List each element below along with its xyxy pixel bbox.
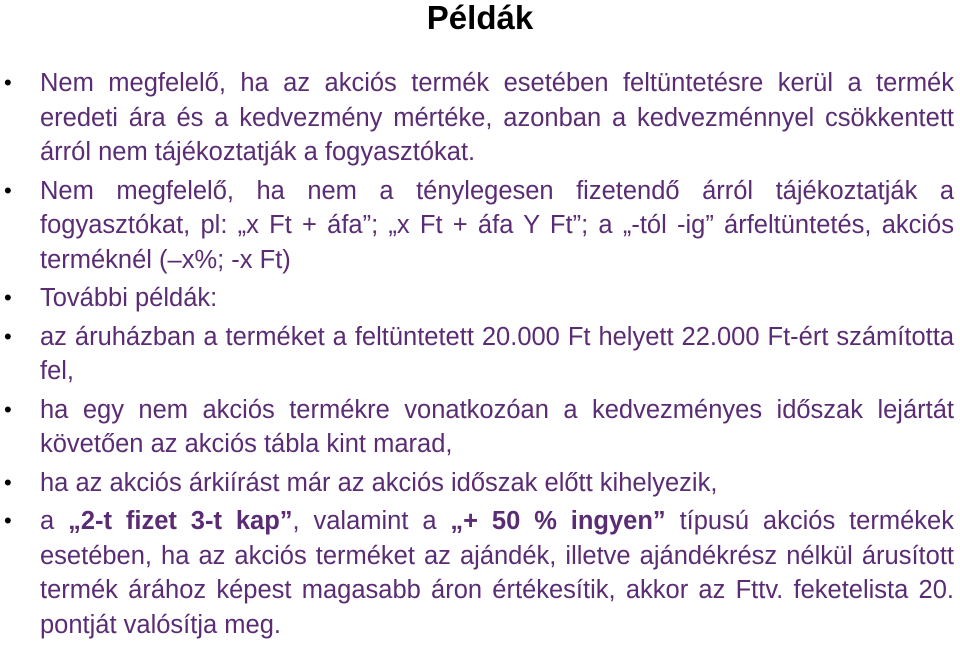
bullet-text-part: , valamint a bbox=[292, 507, 451, 535]
bullet-dot-icon: • bbox=[4, 508, 12, 533]
bullet-text: Nem megfelelő, ha az akciós termék esetében feltüntetésre kerül a termék eredeti ára és a kedvezmény mértéke, azonban a kedvezménnyel csökkentett árról nem tájékoztatják a fogyasztókat. bbox=[40, 69, 954, 166]
bullet-item bbox=[0, 466, 960, 501]
bullet-text: ha az akciós árkiírást már az akciós időszak előtt kihelyezik, bbox=[40, 468, 718, 497]
bullet-text: Nem megfelelő, ha nem a ténylegesen fizetendő árról tájékoztatják a fogyasztókat, pl: „x Ft + áfa”; „x Ft + áfa Y Ft”; a „-tól -ig” árfeltüntetés, akciós terméknél (–x%; -x Ft) bbox=[40, 176, 954, 274]
bullet-text: További példák: bbox=[40, 284, 218, 312]
bullet-text-bold: „+ 50 % ingyen” bbox=[450, 507, 666, 535]
bullet-text-bold: „2-t fizet 3-t kap” bbox=[68, 507, 293, 535]
bullet-item bbox=[0, 66, 960, 170]
bullet-item bbox=[0, 393, 960, 462]
bullet-item bbox=[0, 281, 960, 316]
bullet-text-part: típusú akciós termékek esetében, ha az akciós terméket az ajándék, illetve ajándékrész nélkül árusított termék árához képest magasabb áron értékesítik, akkor az Fttv. feketelista 20. pontját valósítja meg. bbox=[40, 507, 954, 639]
bullet-dot-icon: • bbox=[4, 323, 12, 349]
bullet-item bbox=[0, 174, 960, 278]
bullet-text-part: a bbox=[40, 507, 69, 535]
slide-title: Példák bbox=[426, 0, 534, 36]
bullet-text bbox=[40, 507, 954, 639]
bullet-text: az áruházban a terméket a feltüntetett 20.000 Ft helyett 22.000 Ft-ért számította fel, bbox=[40, 322, 954, 385]
bullet-list bbox=[0, 66, 960, 642]
bullet-dot-icon: • bbox=[4, 70, 12, 95]
bullet-text: ha egy nem akciós termékre vonatkozóan a kedvezményes időszak lejártát követően az akciós tábla kint marad, bbox=[40, 395, 954, 458]
bullet-item bbox=[0, 504, 960, 642]
bullet-item bbox=[0, 320, 960, 389]
bullet-dot-icon: • bbox=[4, 396, 12, 422]
bullet-dot-icon: • bbox=[4, 177, 12, 203]
bullet-dot-icon: • bbox=[4, 469, 12, 495]
bullet-dot-icon: • bbox=[4, 285, 12, 310]
